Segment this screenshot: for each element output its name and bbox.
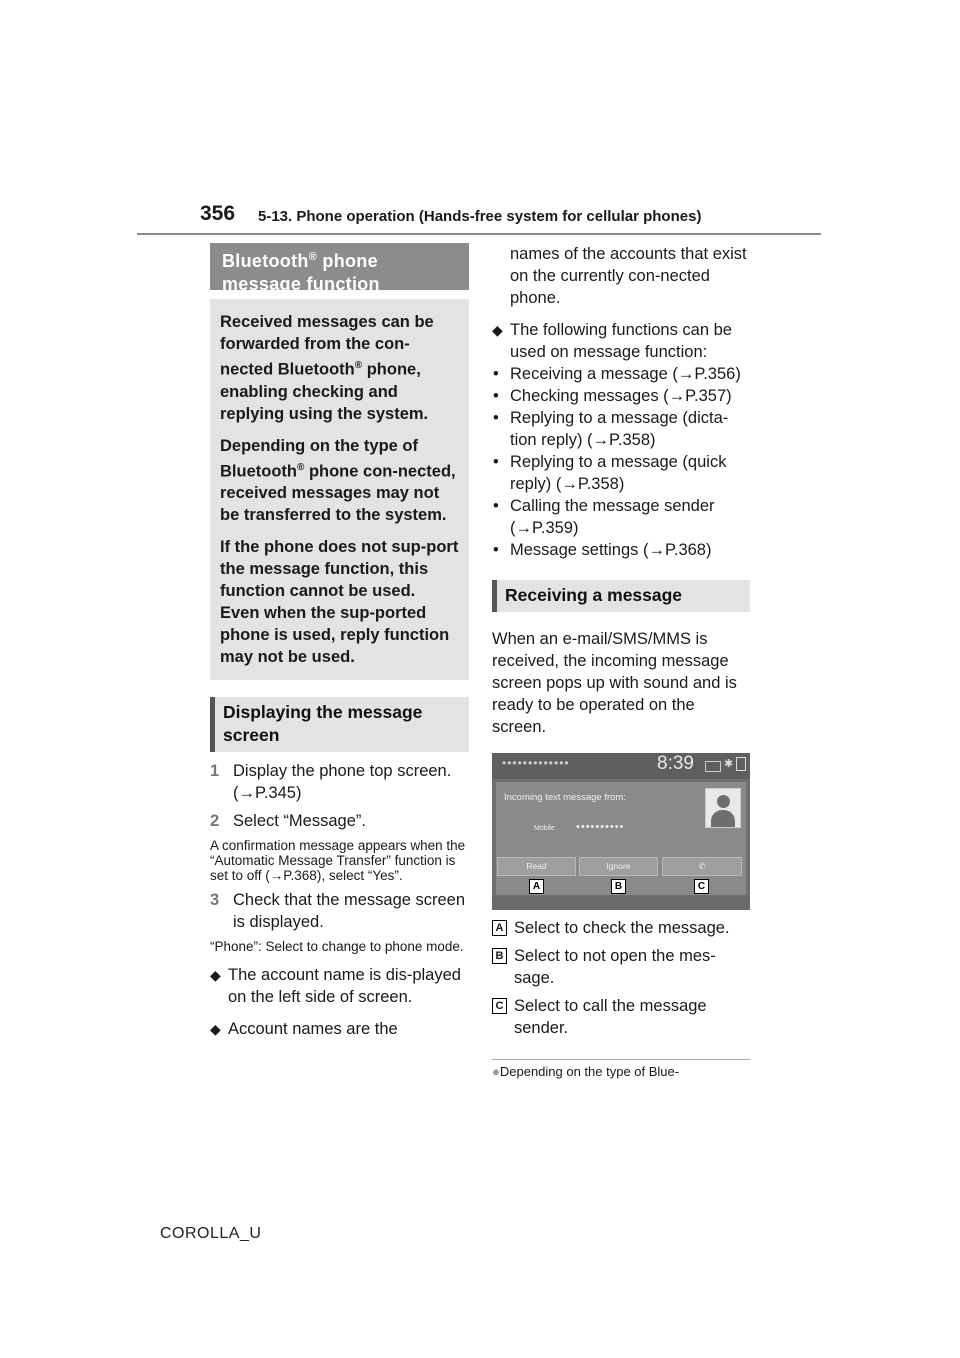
header-divider <box>137 233 821 235</box>
function-item: • Receiving a message (→P.356) <box>493 365 741 383</box>
functions-intro: ◆ The following functions can be used on message function: <box>492 321 732 361</box>
callout-label-b: B <box>611 879 626 894</box>
diamond-bullet-icon: ◆ <box>492 322 503 338</box>
legend-item-b: B Select to not open the mes-sage. <box>492 945 750 989</box>
feature-heading-line1: Bluetooth® phone <box>222 251 378 271</box>
function-item: • Message settings (→P.368) <box>493 541 712 559</box>
continuation-text: names of the accounts that exist on the currently con-nected phone. <box>510 245 747 307</box>
incoming-message-screenshot <box>492 753 750 910</box>
screen-clock: 8:39 <box>657 753 694 774</box>
function-item: • Calling the message sender (→P.359) <box>493 497 715 537</box>
intro-paragraph: Depending on the type of Bluetooth® phone con-nected, received messages may not be transferred to the system. <box>220 436 456 524</box>
signal-icon <box>705 761 721 772</box>
phone-call-icon: ✆ <box>698 861 706 871</box>
step-1: 1 Display the phone top screen. (→P.345) <box>210 762 452 802</box>
feature-heading-line2: message function <box>222 274 380 294</box>
callout-label-c: C <box>694 879 709 894</box>
legend <box>492 917 750 1039</box>
receiving-text: When an e-mail/SMS/MMS is received, the incoming message screen pops up with sound and is ready to be operated on the screen. <box>492 630 737 736</box>
feature-heading <box>210 243 469 294</box>
call-button[interactable] <box>662 857 742 876</box>
note-divider <box>492 1059 750 1060</box>
step-2: 2 Select “Message”. <box>210 812 366 830</box>
callout-label-a: A <box>529 879 544 894</box>
intro-paragraph: Received messages can be forwarded from the con-nected Bluetooth® phone, enabling checking and replying using the system. <box>220 313 434 423</box>
bluetooth-icon: ✱ <box>724 758 734 770</box>
bullet-item: ◆ Account names are the <box>210 1020 398 1038</box>
note-phone-mode: “Phone”: Select to change to phone mode. <box>210 939 464 954</box>
popup-title: Incoming text message from: <box>504 792 626 803</box>
bullet-item: ◆ The account name is dis-played on the left side of screen. <box>210 966 461 1006</box>
screen-bottom-bar <box>492 896 750 910</box>
read-button[interactable]: Read <box>497 857 576 876</box>
section-title: 5-13. Phone operation (Hands-free system for cellular phones) <box>258 208 702 225</box>
function-item: • Checking messages (→P.357) <box>493 387 732 405</box>
diamond-bullet-icon: ◆ <box>210 1021 221 1037</box>
receiving-heading: Receiving a message <box>492 580 750 612</box>
contact-avatar-icon <box>705 788 741 828</box>
screen-status-dots: ••••••••••••• <box>502 756 570 770</box>
page-number: 356 <box>200 202 236 225</box>
legend-item-a: A Select to check the message. <box>492 917 750 939</box>
mobile-label: Mobile <box>534 825 555 832</box>
functions-list <box>492 363 750 561</box>
legend-item-c: C Select to call the message sender. <box>492 995 750 1039</box>
function-item: • Replying to a message (quick reply) (→P.358) <box>493 453 727 493</box>
footer-code: COROLLA_U <box>160 1225 262 1242</box>
ignore-button[interactable]: Ignore <box>579 857 658 876</box>
phone-icon <box>736 757 746 771</box>
masked-number: •••••••••• <box>576 821 625 833</box>
screen-status-bar <box>492 753 750 779</box>
intro-paragraph: If the phone does not sup-port the message function, this function cannot be used. Even when the sup-ported phone is used, reply function may not be used. <box>220 538 459 666</box>
circle-bullet-icon: ● <box>492 1064 500 1079</box>
step-3: 3 Check that the message screen is displayed. <box>210 891 466 931</box>
note-confirmation: A confirmation message appears when the “Automatic Message Transfer” function is set to off (→P.368), select “Yes”. <box>210 838 466 883</box>
right-column <box>492 243 750 1080</box>
diamond-bullet-icon: ◆ <box>210 967 221 983</box>
intro-box <box>210 299 469 680</box>
display-heading: Displaying the message screen <box>210 697 469 752</box>
left-column <box>210 243 469 1040</box>
function-item: • Replying to a message (dicta-tion reply) (→P.358) <box>493 409 729 449</box>
footnote: ●Depending on the type of Blue- <box>492 1064 680 1079</box>
